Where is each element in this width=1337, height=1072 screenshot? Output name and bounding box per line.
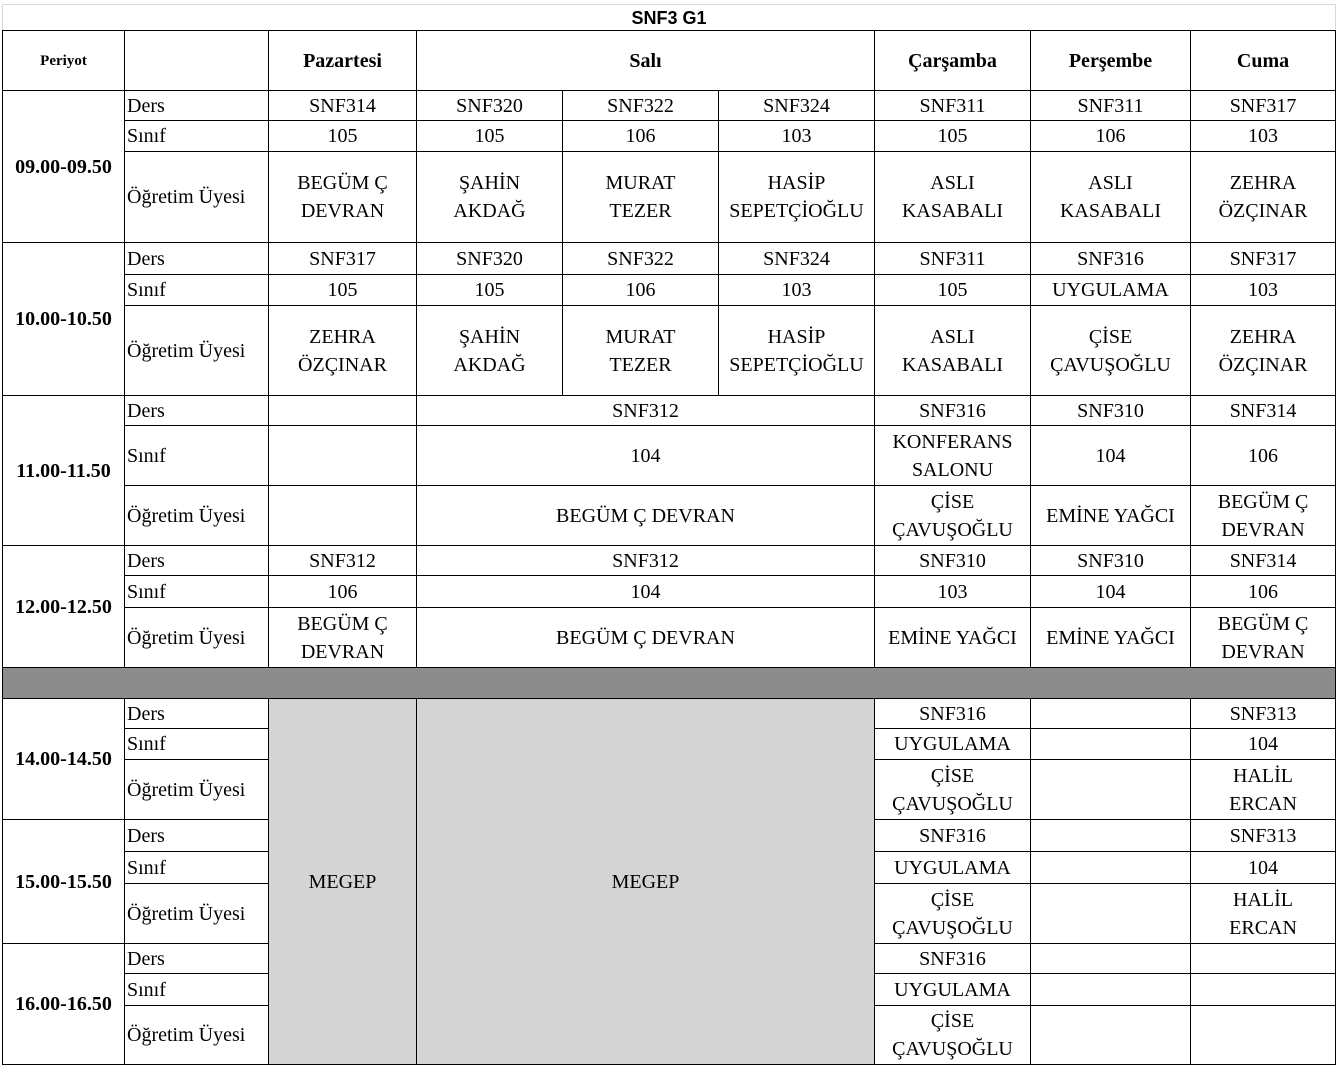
row-label-sinif: Sınıf <box>125 974 269 1006</box>
period-time: 16.00-16.50 <box>3 944 125 1065</box>
table-row <box>3 699 1336 729</box>
cell-ogretim: ASLI KASABALI <box>875 306 1031 396</box>
cell-sinif: UYGULAMA <box>875 729 1031 760</box>
cell-ogretim: ZEHRA ÖZÇINAR <box>269 306 417 396</box>
row-label-ogretim: Öğretim Üyesi <box>125 306 269 396</box>
cell-ogretim <box>1031 760 1191 820</box>
cell-ogretim: ZEHRA ÖZÇINAR <box>1191 152 1336 243</box>
row-label-sinif: Sınıf <box>125 121 269 152</box>
cell-ders <box>1031 699 1191 729</box>
schedule-title: SNF3 G1 <box>3 5 1336 31</box>
cell-ders: SNF316 <box>875 699 1031 729</box>
cell-sinif: 105 <box>875 121 1031 152</box>
cell-sinif: 103 <box>875 576 1031 608</box>
cell-ders: SNF311 <box>875 91 1031 121</box>
cell-ders <box>1031 944 1191 974</box>
cell-ogretim: ZEHRA ÖZÇINAR <box>1191 306 1336 396</box>
cell-ogretim: HALİL ERCAN <box>1191 884 1336 944</box>
cell-ders <box>1031 820 1191 852</box>
cell-ders: SNF316 <box>1031 243 1191 275</box>
cell-ogretim: ASLI KASABALI <box>875 152 1031 243</box>
table-row <box>3 243 1336 275</box>
table-row <box>3 275 1336 306</box>
cell-ders: SNF312 <box>269 546 417 576</box>
period-time: 11.00-11.50 <box>3 396 125 546</box>
cell-sinif: 105 <box>875 275 1031 306</box>
cell-ders: SNF317 <box>1191 91 1336 121</box>
row-label-ogretim: Öğretim Üyesi <box>125 884 269 944</box>
cell-ogretim <box>1031 884 1191 944</box>
cell-sinif: UYGULAMA <box>1031 275 1191 306</box>
cell-ders: SNF314 <box>269 91 417 121</box>
cell-sinif: 103 <box>719 121 875 152</box>
row-label-ogretim: Öğretim Üyesi <box>125 486 269 546</box>
table-row <box>3 121 1336 152</box>
table-row <box>3 152 1336 243</box>
cell-sinif: 103 <box>1191 275 1336 306</box>
cell-sinif: 106 <box>563 275 719 306</box>
cell-ogretim: ÇİSE ÇAVUŞOĞLU <box>875 760 1031 820</box>
cell-sinif: 106 <box>563 121 719 152</box>
row-label-sinif: Sınıf <box>125 275 269 306</box>
cell-ders: SNF314 <box>1191 546 1336 576</box>
cell-ders: SNF322 <box>563 91 719 121</box>
cell-ogretim <box>269 486 417 546</box>
table-row <box>3 91 1336 121</box>
row-label-ogretim: Öğretim Üyesi <box>125 1006 269 1065</box>
cell-ogretim <box>1031 1006 1191 1065</box>
period-time: 14.00-14.50 <box>3 699 125 820</box>
cell-sinif: 106 <box>269 576 417 608</box>
cell-ders <box>1191 944 1336 974</box>
cell-ders: SNF317 <box>269 243 417 275</box>
cell-ogretim: MURAT TEZER <box>563 306 719 396</box>
cell-sinif: 104 <box>1191 729 1336 760</box>
cell-sinif: UYGULAMA <box>875 852 1031 884</box>
cell-sinif: 106 <box>1191 576 1336 608</box>
row-label-ders: Ders <box>125 91 269 121</box>
cell-ders: SNF310 <box>875 546 1031 576</box>
cell-ders: SNF316 <box>875 820 1031 852</box>
cell-sinif: UYGULAMA <box>875 974 1031 1006</box>
cell-ders: SNF324 <box>719 91 875 121</box>
row-label-ogretim: Öğretim Üyesi <box>125 608 269 668</box>
cell-sinif: 105 <box>417 121 563 152</box>
cell-ogretim: BEGÜM Ç DEVRAN <box>1191 486 1336 546</box>
megep-sali: MEGEP <box>417 699 875 1065</box>
cell-sinif: 105 <box>269 275 417 306</box>
megep-pazartesi: MEGEP <box>269 699 417 1065</box>
row-label-sinif: Sınıf <box>125 852 269 884</box>
period-time: 12.00-12.50 <box>3 546 125 668</box>
cell-sinif: 104 <box>1191 852 1336 884</box>
cell-ogretim: BEGÜM Ç DEVRAN <box>417 486 875 546</box>
cell-ogretim: EMİNE YAĞCI <box>1031 486 1191 546</box>
cell-sinif: 104 <box>417 426 875 486</box>
header-day-pazartesi: Pazartesi <box>269 31 417 91</box>
table-row <box>3 396 1336 426</box>
row-label-sinif: Sınıf <box>125 729 269 760</box>
row-label-ders: Ders <box>125 944 269 974</box>
cell-ders: SNF322 <box>563 243 719 275</box>
cell-sinif: KONFERANS SALONU <box>875 426 1031 486</box>
table-row <box>3 426 1336 486</box>
cell-ogretim: BEGÜM Ç DEVRAN <box>269 152 417 243</box>
row-label-ogretim: Öğretim Üyesi <box>125 760 269 820</box>
cell-ogretim: EMİNE YAĞCI <box>875 608 1031 668</box>
header-day-cuma: Cuma <box>1191 31 1336 91</box>
row-label-sinif: Sınıf <box>125 426 269 486</box>
row-label-ders: Ders <box>125 396 269 426</box>
cell-ders: SNF311 <box>875 243 1031 275</box>
cell-ogretim: ÇİSE ÇAVUŞOĞLU <box>1031 306 1191 396</box>
cell-sinif: 103 <box>719 275 875 306</box>
cell-ogretim: BEGÜM Ç DEVRAN <box>1191 608 1336 668</box>
cell-ogretim: HASİP SEPETÇİOĞLU <box>719 306 875 396</box>
cell-sinif <box>1191 974 1336 1006</box>
row-label-ders: Ders <box>125 546 269 576</box>
row-label-ders: Ders <box>125 243 269 275</box>
cell-ders: SNF312 <box>417 546 875 576</box>
cell-sinif: 105 <box>269 121 417 152</box>
row-label-ders: Ders <box>125 820 269 852</box>
cell-sinif: 104 <box>417 576 875 608</box>
cell-ogretim: ÇİSE ÇAVUŞOĞLU <box>875 884 1031 944</box>
cell-ders: SNF313 <box>1191 699 1336 729</box>
cell-ogretim: BEGÜM Ç DEVRAN <box>417 608 875 668</box>
cell-ogretim: EMİNE YAĞCI <box>1031 608 1191 668</box>
cell-sinif <box>1031 974 1191 1006</box>
table-row <box>3 608 1336 668</box>
cell-ders: SNF314 <box>1191 396 1336 426</box>
cell-sinif: 105 <box>417 275 563 306</box>
cell-ders <box>269 396 417 426</box>
row-label-sinif: Sınıf <box>125 576 269 608</box>
cell-ogretim: BEGÜM Ç DEVRAN <box>269 608 417 668</box>
cell-ogretim <box>1191 1006 1336 1065</box>
cell-sinif: 106 <box>1191 426 1336 486</box>
row-label-ogretim: Öğretim Üyesi <box>125 152 269 243</box>
cell-ders: SNF310 <box>1031 396 1191 426</box>
table-row <box>3 306 1336 396</box>
cell-sinif: 103 <box>1191 121 1336 152</box>
header-day-persembe: Perşembe <box>1031 31 1191 91</box>
cell-sinif: 106 <box>1031 121 1191 152</box>
period-time: 15.00-15.50 <box>3 820 125 944</box>
header-day-carsamba: Çarşamba <box>875 31 1031 91</box>
cell-ders: SNF324 <box>719 243 875 275</box>
table-row <box>3 486 1336 546</box>
cell-ders: SNF311 <box>1031 91 1191 121</box>
lunch-break-row <box>3 668 1336 699</box>
cell-ogretim: ÇİSE ÇAVUŞOĞLU <box>875 486 1031 546</box>
cell-ders: SNF316 <box>875 396 1031 426</box>
header-period: Periyot <box>3 31 125 91</box>
cell-ders: SNF320 <box>417 243 563 275</box>
header-blank <box>125 31 269 91</box>
table-row <box>3 546 1336 576</box>
cell-sinif <box>1031 852 1191 884</box>
cell-ogretim: HASİP SEPETÇİOĞLU <box>719 152 875 243</box>
header-day-sali: Salı <box>417 31 875 91</box>
header-row <box>3 31 1336 91</box>
period-time: 10.00-10.50 <box>3 243 125 396</box>
cell-ogretim: ŞAHİN AKDAĞ <box>417 152 563 243</box>
cell-ders: SNF313 <box>1191 820 1336 852</box>
period-time: 09.00-09.50 <box>3 91 125 243</box>
cell-ogretim: ÇİSE ÇAVUŞOĞLU <box>875 1006 1031 1065</box>
cell-ogretim: ŞAHİN AKDAĞ <box>417 306 563 396</box>
cell-ders: SNF320 <box>417 91 563 121</box>
cell-ders: SNF316 <box>875 944 1031 974</box>
cell-ogretim: ASLI KASABALI <box>1031 152 1191 243</box>
row-label-ders: Ders <box>125 699 269 729</box>
cell-ogretim: MURAT TEZER <box>563 152 719 243</box>
cell-ogretim: HALİL ERCAN <box>1191 760 1336 820</box>
cell-ders: SNF312 <box>417 396 875 426</box>
table-row <box>3 576 1336 608</box>
cell-sinif <box>1031 729 1191 760</box>
cell-ders: SNF310 <box>1031 546 1191 576</box>
cell-sinif: 104 <box>1031 426 1191 486</box>
cell-sinif <box>269 426 417 486</box>
cell-sinif: 104 <box>1031 576 1191 608</box>
schedule-table <box>2 4 1336 1065</box>
title-row <box>3 5 1336 31</box>
cell-ders: SNF317 <box>1191 243 1336 275</box>
lunch-break-bar <box>3 668 1336 699</box>
